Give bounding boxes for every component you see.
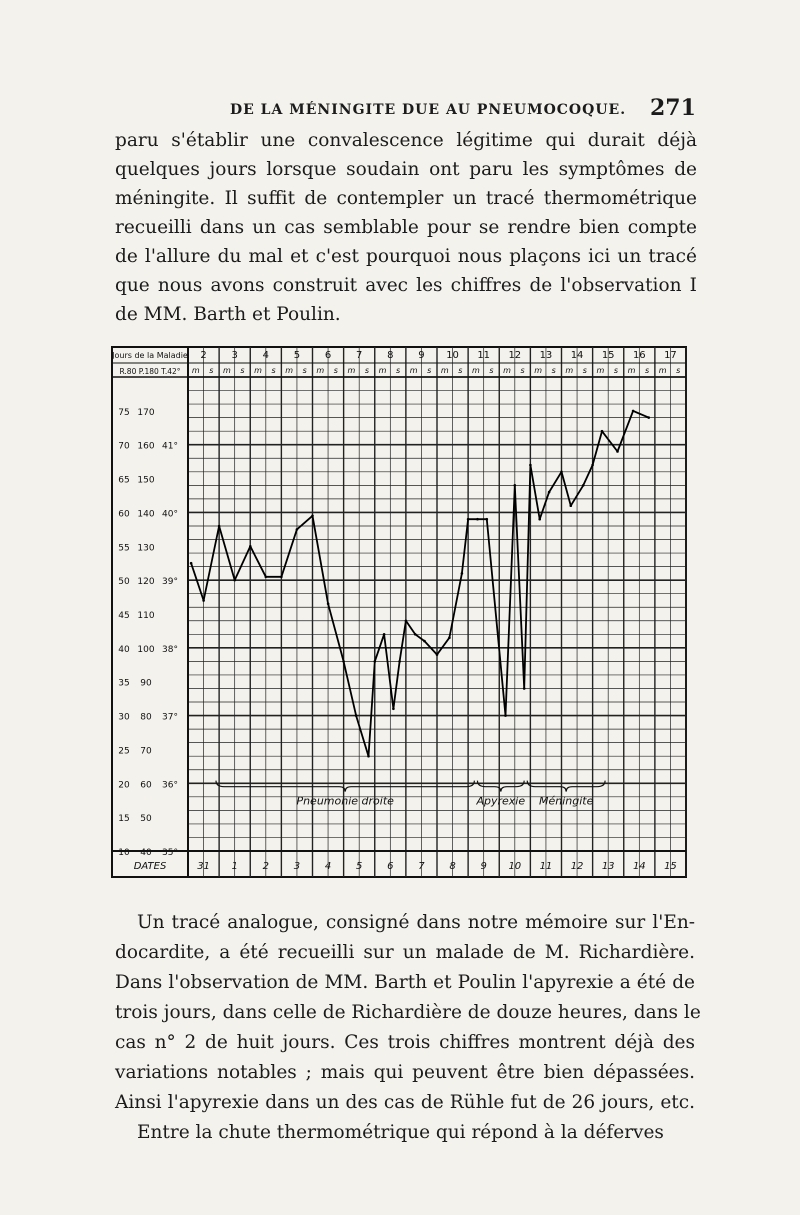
half-day-label: s bbox=[333, 366, 338, 375]
y-tick-pulse: 50 bbox=[140, 814, 152, 825]
half-day-label: s bbox=[458, 366, 463, 375]
text-line: de l'allure du mal et c'est pourquoi nous plaçons ici un tracé bbox=[115, 246, 697, 267]
temperature-point bbox=[423, 640, 426, 643]
half-day-label: m bbox=[316, 366, 325, 375]
text-line: Un tracé analogue, consigné dans notre mémoire sur l'En- bbox=[137, 912, 695, 933]
temperature-point bbox=[218, 525, 221, 528]
temperature-point bbox=[342, 660, 345, 663]
text-line: recueilli dans un cas semblable pour se rendre bien compte bbox=[115, 217, 697, 238]
temperature-point bbox=[548, 491, 551, 494]
header-label: Jours de la Maladie bbox=[112, 351, 188, 360]
temperature-point bbox=[327, 603, 330, 606]
temperature-point bbox=[280, 576, 283, 579]
y-tick-temperature: 41° bbox=[162, 441, 178, 452]
text-line: que nous avons construit avec les chiffres de l'observation I bbox=[115, 275, 697, 296]
phase-label: Méningite bbox=[538, 794, 594, 808]
temperature-chart bbox=[110, 343, 690, 883]
temperature-point bbox=[448, 636, 451, 639]
phase-brace bbox=[216, 781, 474, 792]
date-label: 6 bbox=[387, 861, 394, 872]
text-line: cas n° 2 de huit jours. Ces trois chiffres montrent déjà des bbox=[115, 1032, 695, 1053]
scale-header: R.80 P.180 T.42° bbox=[119, 367, 181, 376]
y-tick-pulse: 100 bbox=[137, 644, 155, 655]
text-line: quelques jours lorsque soudain ont paru les symptômes de bbox=[115, 159, 697, 180]
half-day-label: s bbox=[302, 366, 307, 375]
temperature-point bbox=[405, 620, 408, 623]
y-tick-respiration: 30 bbox=[118, 712, 130, 723]
temperature-point bbox=[570, 504, 573, 507]
temperature-point bbox=[355, 714, 358, 717]
y-tick-respiration: 10 bbox=[118, 848, 130, 858]
y-tick-temperature: 39° bbox=[162, 577, 178, 588]
half-day-label: s bbox=[396, 366, 401, 375]
date-label: 3 bbox=[293, 861, 301, 872]
half-day-label: s bbox=[613, 366, 619, 375]
text-line: trois jours, dans celle de Richardière de douze heures, dans le bbox=[115, 1002, 701, 1023]
y-tick-temperature: 35° bbox=[162, 848, 178, 858]
temperature-point bbox=[582, 484, 585, 487]
day-label: 12 bbox=[508, 350, 522, 361]
text-line: Ainsi l'apyrexie dans un des cas de Rühle fut de 26 jours, etc. bbox=[115, 1092, 695, 1113]
text-line: Dans l'observation de MM. Barth et Poulin l'apyrexie a été de bbox=[115, 972, 695, 993]
temperature-point bbox=[514, 484, 517, 487]
y-tick-pulse: 130 bbox=[137, 543, 155, 554]
date-label: 31 bbox=[197, 861, 210, 872]
temperature-point bbox=[374, 660, 377, 663]
half-day-label: s bbox=[676, 366, 681, 375]
y-tick-pulse: 120 bbox=[137, 577, 155, 588]
text-line: de MM. Barth et Poulin. bbox=[115, 304, 341, 325]
date-label: 12 bbox=[570, 861, 584, 872]
temperature-point bbox=[436, 653, 439, 656]
y-tick-pulse: 170 bbox=[137, 407, 155, 418]
phase-label: Apyrexie bbox=[476, 794, 526, 808]
half-day-label: s bbox=[551, 366, 556, 375]
y-tick-pulse: 150 bbox=[137, 475, 155, 486]
half-day-label: m bbox=[534, 366, 543, 375]
half-day-label: m bbox=[285, 366, 294, 375]
y-tick-respiration: 35 bbox=[118, 678, 130, 689]
day-label: 7 bbox=[356, 350, 363, 361]
temperature-point bbox=[538, 518, 541, 521]
temperature-point bbox=[560, 471, 563, 474]
y-tick-respiration: 70 bbox=[118, 441, 130, 452]
y-tick-pulse: 40 bbox=[140, 848, 152, 858]
half-day-label: m bbox=[596, 366, 605, 375]
half-day-label: m bbox=[565, 366, 574, 375]
y-tick-pulse: 90 bbox=[140, 678, 152, 689]
y-tick-pulse: 80 bbox=[140, 712, 152, 723]
temperature-point bbox=[467, 518, 470, 521]
temperature-point bbox=[529, 464, 532, 467]
day-label: 8 bbox=[387, 350, 394, 361]
y-tick-pulse: 70 bbox=[140, 746, 152, 757]
half-day-label: m bbox=[223, 366, 231, 375]
half-day-label: s bbox=[645, 366, 650, 375]
temperature-point bbox=[591, 464, 594, 467]
half-day-label: m bbox=[191, 366, 200, 375]
day-label: 17 bbox=[664, 350, 677, 361]
date-label: 5 bbox=[356, 861, 363, 872]
temperature-point bbox=[632, 410, 635, 413]
temperature-point bbox=[202, 599, 205, 602]
y-tick-pulse: 160 bbox=[137, 441, 155, 452]
half-day-label: m bbox=[503, 366, 511, 375]
day-label: 11 bbox=[477, 350, 491, 361]
text-line: méningite. Il suffit de contempler un tracé thermométrique bbox=[115, 188, 697, 209]
text-line: paru s'établir une convalescence légitime qui durait déjà bbox=[115, 130, 697, 151]
half-day-label: m bbox=[378, 366, 387, 375]
day-label: 4 bbox=[262, 350, 269, 361]
chart-frame bbox=[112, 347, 686, 877]
temperature-point bbox=[233, 579, 236, 582]
half-day-label: m bbox=[409, 366, 418, 375]
temperature-point bbox=[414, 633, 417, 636]
half-day-label: m bbox=[347, 366, 356, 375]
half-day-label: s bbox=[427, 366, 432, 375]
y-tick-respiration: 50 bbox=[118, 577, 130, 588]
half-day-label: s bbox=[364, 366, 370, 375]
temperature-point bbox=[504, 714, 507, 717]
temperature-point bbox=[265, 576, 268, 579]
paragraph-top bbox=[115, 126, 697, 329]
day-label: 14 bbox=[570, 350, 584, 361]
date-label: 4 bbox=[324, 861, 332, 872]
temperature-point bbox=[383, 633, 386, 636]
temperature-point bbox=[486, 518, 489, 521]
y-tick-respiration: 45 bbox=[118, 611, 130, 621]
half-day-label: m bbox=[254, 366, 262, 375]
y-tick-temperature: 38° bbox=[162, 644, 178, 655]
y-tick-pulse: 60 bbox=[140, 780, 152, 791]
half-day-label: m bbox=[440, 366, 449, 375]
temperature-point bbox=[190, 562, 193, 565]
temperature-point bbox=[249, 545, 252, 548]
day-label: 6 bbox=[324, 350, 332, 361]
text-line: Entre la chute thermométrique qui répond à la déferves bbox=[137, 1122, 664, 1143]
text-line: variations notables ; mais qui peuvent être bien dépassées. bbox=[115, 1062, 695, 1083]
y-tick-pulse: 140 bbox=[137, 509, 155, 520]
phase-label: Pneumonie droite bbox=[296, 794, 394, 808]
day-label: 13 bbox=[539, 350, 553, 361]
y-tick-temperature: 40° bbox=[162, 509, 178, 520]
paragraph-bottom bbox=[115, 908, 701, 1148]
temperature-point bbox=[367, 755, 370, 758]
day-label: 9 bbox=[418, 350, 425, 361]
day-label: 15 bbox=[601, 350, 615, 361]
half-day-label: m bbox=[658, 366, 667, 375]
half-day-label: s bbox=[520, 366, 525, 375]
half-day-label: s bbox=[271, 366, 276, 375]
temperature-point bbox=[523, 687, 526, 690]
y-tick-temperature: 37° bbox=[162, 712, 178, 723]
y-tick-respiration: 25 bbox=[118, 746, 130, 757]
half-day-label: s bbox=[240, 366, 245, 375]
temperature-point bbox=[616, 450, 619, 453]
half-day-label: s bbox=[209, 366, 214, 375]
day-label: 16 bbox=[632, 350, 646, 361]
running-head: DE LA MÉNINGITE DUE AU PNEUMOCOQUE. bbox=[230, 102, 627, 118]
date-label: 1 bbox=[231, 861, 238, 872]
temperature-point bbox=[398, 660, 401, 663]
half-day-label: m bbox=[627, 366, 636, 375]
temperature-point bbox=[476, 518, 479, 521]
day-label: 5 bbox=[293, 350, 301, 361]
temperature-point bbox=[461, 572, 464, 575]
half-day-label: s bbox=[582, 366, 587, 375]
temperature-point bbox=[296, 528, 299, 531]
dates-label: DATES bbox=[133, 861, 167, 872]
date-label: 11 bbox=[539, 861, 553, 872]
day-label: 10 bbox=[446, 350, 459, 361]
day-label: 3 bbox=[231, 350, 238, 361]
y-tick-pulse: 110 bbox=[137, 611, 155, 621]
temperature-point bbox=[601, 430, 604, 433]
y-tick-respiration: 65 bbox=[118, 475, 130, 486]
date-label: 10 bbox=[508, 861, 522, 872]
date-label: 2 bbox=[262, 861, 269, 872]
chart-svg bbox=[110, 343, 690, 883]
temperature-point bbox=[311, 515, 314, 518]
y-tick-temperature: 36° bbox=[162, 780, 178, 791]
page-number: 271 bbox=[650, 95, 696, 121]
day-label: 2 bbox=[200, 350, 207, 361]
y-tick-respiration: 60 bbox=[118, 509, 130, 520]
y-tick-respiration: 55 bbox=[118, 543, 130, 554]
y-tick-respiration: 75 bbox=[118, 407, 130, 418]
phase-brace bbox=[477, 781, 524, 792]
half-day-label: s bbox=[489, 366, 494, 375]
temperature-series-line bbox=[191, 411, 649, 756]
date-label: 9 bbox=[480, 861, 487, 872]
temperature-point bbox=[392, 708, 395, 711]
date-label: 13 bbox=[601, 861, 615, 872]
phase-brace bbox=[527, 781, 605, 792]
y-tick-respiration: 20 bbox=[118, 780, 130, 791]
temperature-point bbox=[647, 416, 650, 419]
date-label: 8 bbox=[449, 861, 456, 872]
date-label: 15 bbox=[664, 861, 677, 872]
text-line: docardite, a été recueilli sur un malade de M. Richardière. bbox=[115, 942, 695, 963]
date-label: 7 bbox=[418, 861, 425, 872]
y-tick-respiration: 40 bbox=[118, 644, 130, 655]
date-label: 14 bbox=[632, 861, 646, 872]
half-day-label: m bbox=[472, 366, 480, 375]
y-tick-respiration: 15 bbox=[118, 814, 130, 825]
